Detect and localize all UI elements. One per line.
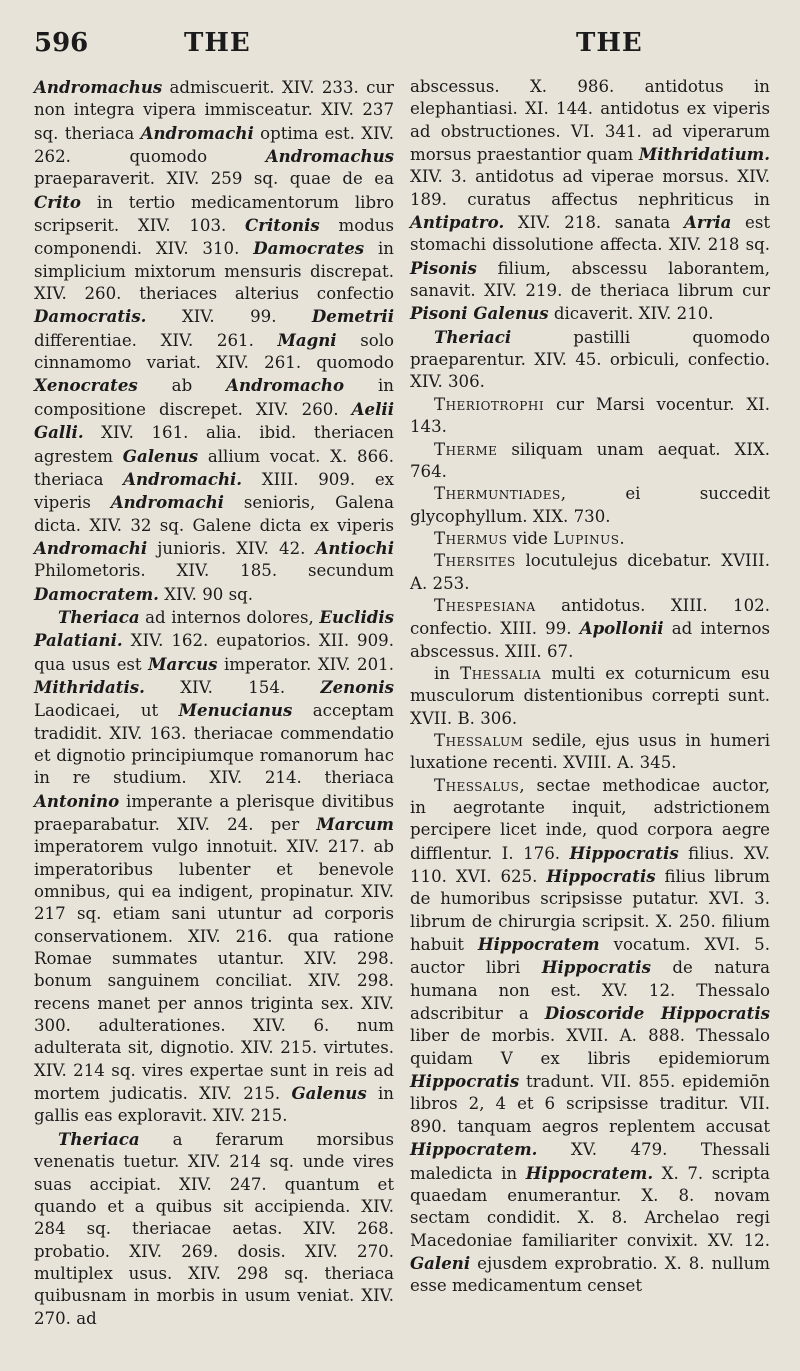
italic-name: Damocrates <box>253 238 365 259</box>
italic-name: Pisonis <box>410 257 477 278</box>
italic-name: Hippocratis <box>410 1071 520 1092</box>
entry-text: admiscuerit. XIV. 233. cur non integra vipera immisceatur. XIV. 237 sq. theriaca <box>34 78 394 143</box>
entry-text: vocatum. XVI. 5. auctor libri <box>410 935 771 978</box>
entry-text: Philometoris. XIV. 185. secundum <box>34 561 394 581</box>
headword: Lupinus <box>553 528 620 548</box>
entry-text: XIII. 909. ex viperis <box>34 469 394 513</box>
entry-text: XIV. 162. eupatorios. XII. 909. qua usus est <box>34 631 394 674</box>
index-entry <box>410 663 770 730</box>
italic-name: Damocratis. <box>34 306 147 327</box>
entry-text: differentiae. XIV. 261. <box>34 330 278 350</box>
italic-name: Andromacho <box>226 375 345 396</box>
entry-text: filium, abscessu laborantem, sanavit. XIV. 219. de theriaca librum cur <box>410 258 770 301</box>
italic-name: Hippocratem <box>477 934 600 955</box>
italic-name: Hippocratem. <box>410 1139 538 1160</box>
entry-text: in <box>434 663 461 683</box>
entry-text: filius librum de humoribus scripsisse putatur. XVI. 3. librum de chirurgia scripsit. X. 250. filium habuit <box>410 867 770 955</box>
entry-text: ad internos dolores, <box>139 607 320 627</box>
entry-text: XIV. 161. alia. ibid. theriacen agrestem <box>34 423 394 466</box>
headword: Thessalum <box>434 730 524 750</box>
running-head-right: THE <box>576 28 643 58</box>
entry-text: in simplicium mixtorum mensuris discrepat. XIV. 260. theriaces alterius confectio <box>34 239 394 304</box>
italic-name: Mithridatium. <box>638 144 770 165</box>
entry-text: in gallis eas exploravit. XIV. 215. <box>34 1084 394 1126</box>
entry-text: siliquam unam aequat. XIX. 764. <box>410 439 770 481</box>
entry-text: dicaverit. XIV. 210. <box>548 304 714 324</box>
index-entry <box>410 439 770 484</box>
entry-text: XIV. 218. sanata <box>504 213 684 233</box>
index-entry <box>34 76 394 606</box>
italic-name: Arria <box>683 212 732 233</box>
entry-text: modus componendi. XIV. 310. <box>34 216 395 259</box>
italic-name: Antiochi <box>315 537 394 558</box>
entry-text: est stomachi dissolutione affecta. XIV. 218 sq. <box>410 213 771 255</box>
entry-text: . <box>619 528 625 548</box>
entry-text: multi ex coturnicum esu musculorum distentionibus correpti sunt. XVII. B. 306. <box>410 663 770 728</box>
entry-text: imperator. XIV. 201. <box>217 654 394 674</box>
italic-name: Theriaca <box>58 606 140 627</box>
headword: Thessalia <box>460 663 542 683</box>
index-entry <box>410 730 770 775</box>
entry-text: locutulejus dicebatur. XVIII. A. 253. <box>410 551 770 593</box>
italic-name: Zenonis <box>320 676 394 697</box>
italic-name: Andromachus <box>265 146 394 167</box>
text-columns <box>34 76 770 1330</box>
italic-name: Apollonii <box>579 618 664 639</box>
italic-name: Antonino <box>34 790 120 811</box>
italic-name: Menucianus <box>178 700 293 721</box>
index-entry <box>410 326 770 394</box>
italic-name: Xenocrates <box>34 375 138 396</box>
italic-name: Andromachus <box>34 77 163 97</box>
italic-name: Aelii Galli. <box>34 398 394 443</box>
index-entry <box>410 550 770 595</box>
entry-text: praeparaverit. XIV. 259 sq. quae de ea <box>34 169 394 189</box>
entry-text: liber de morbis. XVII. A. 888. Thessalo quidam V ex libris epidemiorum <box>410 1026 770 1068</box>
headword: Thermuntiades <box>434 484 561 504</box>
italic-name: Hippocratis <box>541 957 651 978</box>
entry-text: XIV. 99. <box>146 307 312 327</box>
entry-text: XV. 479. Thessali maledicta in <box>410 1140 770 1183</box>
entry-text: XIV. 90 sq. <box>158 584 254 604</box>
entry-text: a ferarum morsibus venenatis tuetur. XIV. 214 sq. unde vires suas accipiat. XIV. 247. quantum et quando et a quibus sit accipienda. XIV. 284 sq. theriacae aetas. XIV. 268. probatio. XIV. 269. dosis. XIV. 270. multiplex usus. XIV. 298 sq. theriaca quibusnam in morbis in usum veniat. XIV. 270. ad <box>34 1129 394 1328</box>
entry-text: tradunt. VII. 855. epidemiōn libros 2, 4 et 6 scripsisse traditur. VII. 890. tanquam aegros replentem accusat <box>410 1072 770 1136</box>
italic-name: Critonis <box>245 215 320 236</box>
column-right <box>410 76 770 1330</box>
italic-name: Marcus <box>148 653 218 674</box>
italic-name: Mithridatis. <box>34 676 145 697</box>
entry-text: imperatorem vulgo innotuit. XIV. 217. ab imperatoribus lubenter et benevole omnibus, qui ea indigent, propinatur. XIV. 217 sq. etiam sani utuntur ad corporis conservationem. XIV. 216. qua ratione Romae summates utantur. XIV. 298. bonum sanguinem conciliat. XIV. 298. recens manet per annos triginta sex. XIV. 300. adulterationes. XIV. 6. num adulterata sit, dignotio. XIV. 215. virtutes. XIV. 214 sq. vires expertae sunt in reis ad mortem judicatis. XIV. 215. <box>34 837 394 1104</box>
entry-text: solo cinnamomo variat. XIV. 261. quomodo <box>34 330 395 373</box>
index-entry <box>410 595 770 663</box>
entry-text: XIV. 3. antidotus ad viperae morsus. XIV. 189. curatus affectus nephriticus in <box>410 167 770 209</box>
entry-text: antidotus. XIII. 102. confectio. XIII. 99. <box>410 595 770 639</box>
italic-name: Theriaca <box>58 1128 140 1149</box>
italic-name: Andromachi <box>110 492 224 513</box>
italic-name: Hippocratem. <box>525 1162 654 1183</box>
italic-name: Andromachi. <box>123 468 243 489</box>
entry-text: allium vocat. X. 866. theriaca <box>34 446 394 489</box>
page-header <box>34 26 770 76</box>
page-number: 596 <box>34 28 89 58</box>
entry-text: ab <box>137 376 227 396</box>
entry-text: Laodicaei, ut <box>34 701 179 721</box>
headword: Therme <box>434 439 498 459</box>
entry-text: optima est. XIV. 262. quomodo <box>34 123 394 167</box>
index-entry <box>410 76 770 326</box>
italic-name: Pisoni Galenus <box>410 303 549 324</box>
entry-text: , sectae methodicae auctor, in aegrotante inquit, adstrictionem percipere licet inde, quod corpora aegre difflentur. I. 176. <box>410 775 770 863</box>
index-entry <box>410 394 770 439</box>
running-head-left: THE <box>184 28 251 58</box>
headword: Thessalus <box>434 775 520 795</box>
entry-text: in tertio medicamentorum libro scripserit. XIV. 103. <box>34 192 394 236</box>
headword: Thermus <box>434 528 508 548</box>
column-left <box>34 76 394 1330</box>
italic-name: Crito <box>34 191 81 212</box>
entry-text: filius. XV. 110. XVI. 625. <box>410 843 770 887</box>
entry-text: , ei succedit glycophyllum. XIX. 730. <box>410 484 770 526</box>
italic-name: Demetrii <box>311 306 394 327</box>
entry-text: in compositione discrepet. XIV. 260. <box>34 376 394 419</box>
italic-name: Euclidis Palatiani. <box>34 606 394 651</box>
entry-text: senioris, Galena dicta. XIV. 32 sq. Galene dicta ex viperis <box>34 493 394 535</box>
index-entry <box>410 483 770 528</box>
entry-text: de natura humana non est. XV. 12. Thessalo adscribitur a <box>410 958 770 1024</box>
italic-name: Damocratem. <box>34 583 159 604</box>
entry-text: ad internos abscessus. XIII. 67. <box>410 619 770 661</box>
index-entry <box>34 1128 394 1330</box>
index-entry <box>410 775 770 1298</box>
entry-text: vide <box>507 528 554 548</box>
headword: Thespesiana <box>434 595 536 615</box>
italic-name: Andromachi <box>140 122 254 143</box>
italic-name: Marcum <box>316 814 394 834</box>
entry-text: XIV. 154. <box>144 677 321 697</box>
entry-text: abscessus. X. 986. antidotus in elephantiasi. XI. 144. antidotus ex viperis ad obstructiones. VI. 341. ad viperarum morsus praestantior quam <box>410 77 770 165</box>
entry-text: imperante a plerisque divitibus praeparabatur. XIV. 24. per <box>34 791 394 834</box>
headword: Thersites <box>434 551 516 571</box>
entry-text: acceptam tradidit. XIV. 163. theriacae commendatio et dignotio principiumque romanorum hac in re studium. XIV. 214. theriaca <box>34 701 394 788</box>
entry-text: sedile, ejus usus in humeri luxatione recenti. XVIII. A. 345. <box>410 730 770 773</box>
italic-name: Galeni <box>410 1252 471 1273</box>
italic-name: Magni <box>277 329 337 350</box>
index-entry <box>410 528 770 550</box>
entry-text: ejusdem exprobratio. X. 8. nullum esse medicamentum censet <box>410 1253 770 1296</box>
italic-name: Hippocratis <box>569 842 679 863</box>
italic-name: Hippocratis <box>546 866 656 887</box>
italic-name: Galenus <box>291 1083 367 1104</box>
entry-text: cur Marsi vocentur. XI. 143. <box>410 394 770 437</box>
entry-text: X. 7. scripta quaedam enumerantur. X. 8. novam sectam condidit. X. 8. Archelao regi Macedoniae familiariter convixit. XV. 12. <box>410 1163 770 1250</box>
entry-text: junioris. XIV. 42. <box>147 538 316 558</box>
index-entry <box>34 606 394 1128</box>
italic-name: Andromachi <box>34 537 148 558</box>
italic-name: Theriaci <box>434 326 512 347</box>
italic-name: Dioscoride Hippocratis <box>544 1003 770 1024</box>
italic-name: Antipatro. <box>410 212 505 233</box>
entry-text: pastilli quomodo praeparentur. XIV. 45. orbiculi, confectio. XIV. 306. <box>410 327 770 392</box>
italic-name: Galenus <box>122 445 199 466</box>
headword: Theriotrophi <box>434 394 545 414</box>
